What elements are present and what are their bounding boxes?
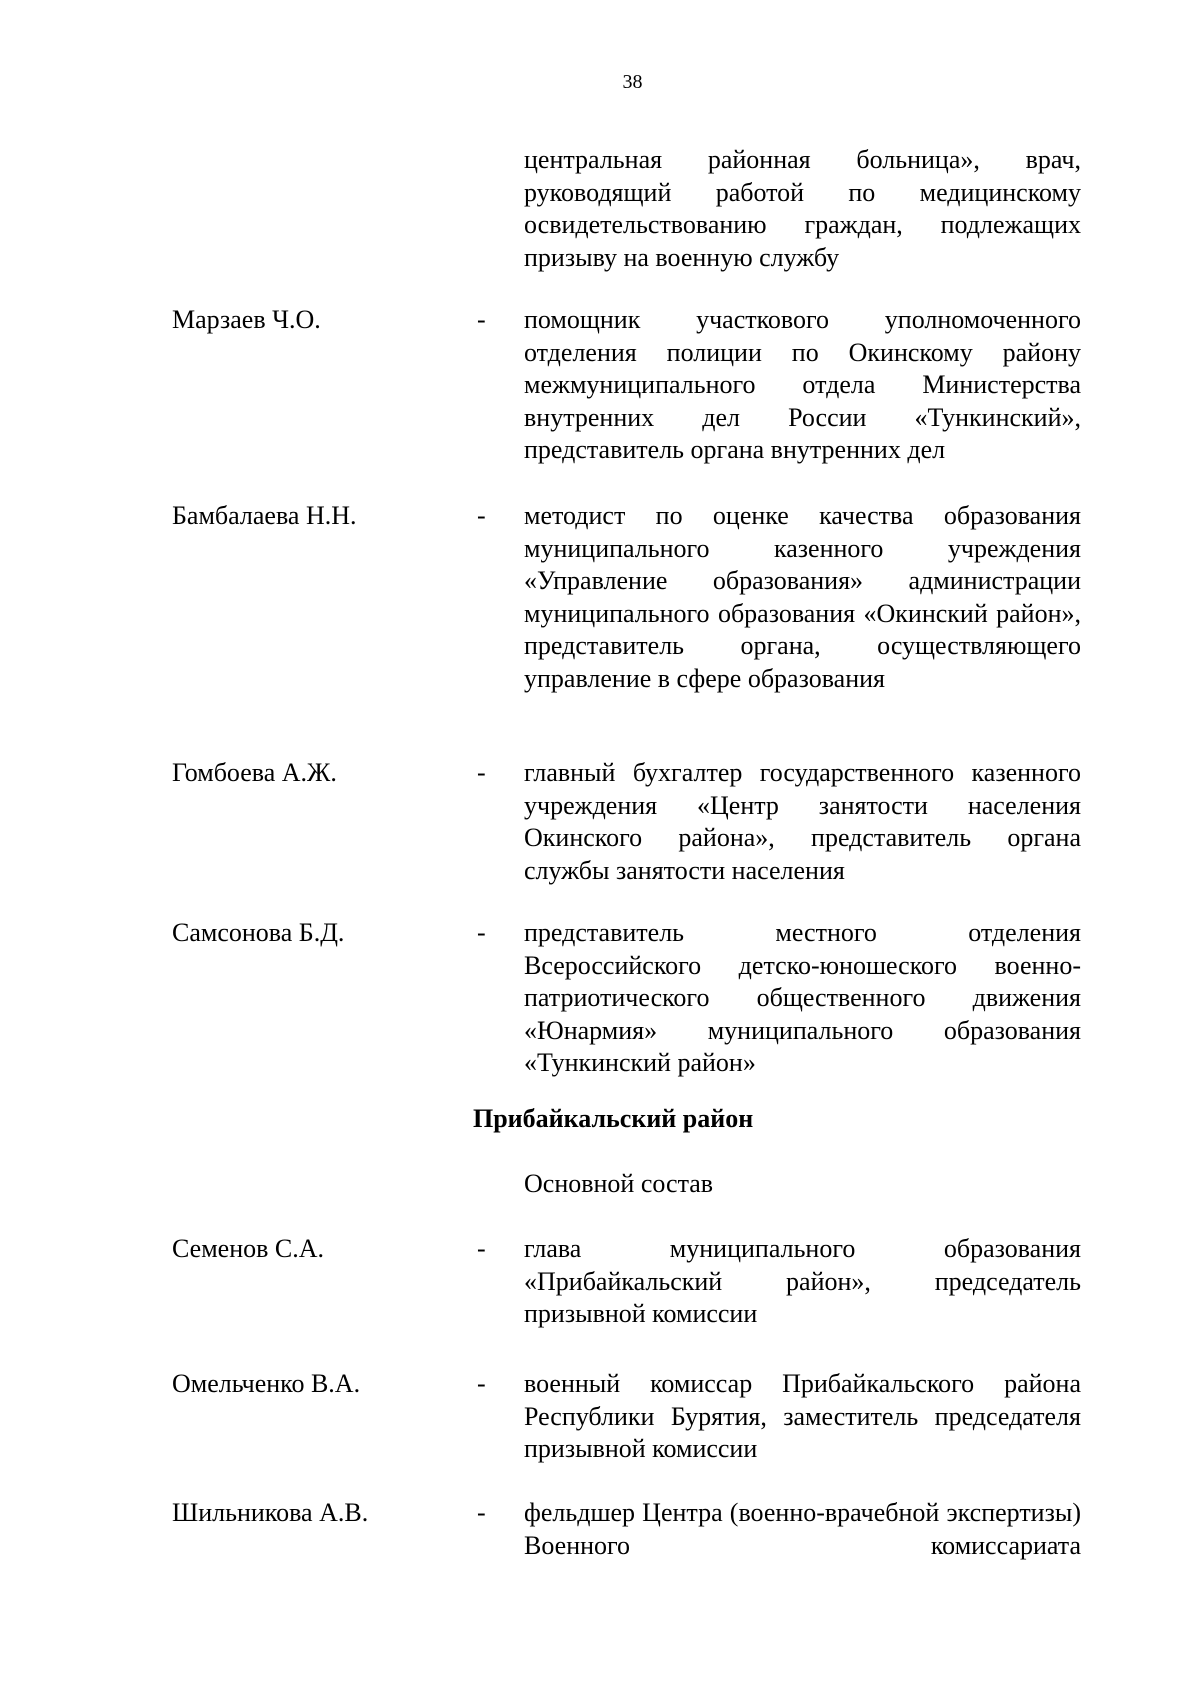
member-name: Шильникова А.В. [172,1498,369,1527]
member-name: Марзаев Ч.О. [172,305,321,334]
continuation-text: центральная районная больница», врач, руководящий работой по медицинскому освидетельствованию граждан, подлежащих призыву на военную службу [524,145,1081,272]
member-dash: - [477,758,486,787]
member-description: главный бухгалтер государственного казенного учреждения «Центр занятости населения Окинского района», представитель органа службы занятости населения [524,758,1081,885]
member-dash: - [477,1234,486,1263]
member-name: Самсонова Б.Д. [172,918,345,947]
member-dash: - [477,305,486,334]
section-title: Прибайкальский район [473,1104,754,1133]
member-description: глава муниципального образования «Прибайкальский район», председатель призывной комиссии [524,1234,1081,1328]
subsection-title: Основной состав [524,1169,714,1198]
member-dash: - [477,1369,486,1398]
member-name: Гомбоева А.Ж. [172,758,337,787]
member-name: Бамбалаева Н.Н. [172,501,357,530]
member-description: военный комиссар Прибайкальского района Республики Бурятия, заместитель председателя призывной комиссии [524,1369,1081,1463]
member-description: фельдшер Центра (военно-врачебной экспертизы) Военного комиссариата [524,1498,1081,1560]
member-description: методист по оценке качества образования муниципального казенного учреждения «Управление образования» администрации муниципального образования «Окинский район», представитель органа, осуществляющего управление в сфере образования [524,501,1081,693]
member-dash: - [477,501,486,530]
page-number: 38 [622,71,643,93]
member-dash: - [477,1498,486,1527]
member-description: представитель местного отделения Всероссийского детско-юношеского военно-патриотического общественного движения «Юнармия» муниципального образования «Тункинский район» [524,918,1081,1077]
member-dash: - [477,918,486,947]
member-name: Семенов С.А. [172,1234,325,1263]
member-name: Омельченко В.А. [172,1369,361,1398]
member-description: помощник участкового уполномоченного отделения полиции по Окинскому району межмуниципального отдела Министерства внутренних дел России «Тункинский», представитель органа внутренних дел [524,305,1081,464]
